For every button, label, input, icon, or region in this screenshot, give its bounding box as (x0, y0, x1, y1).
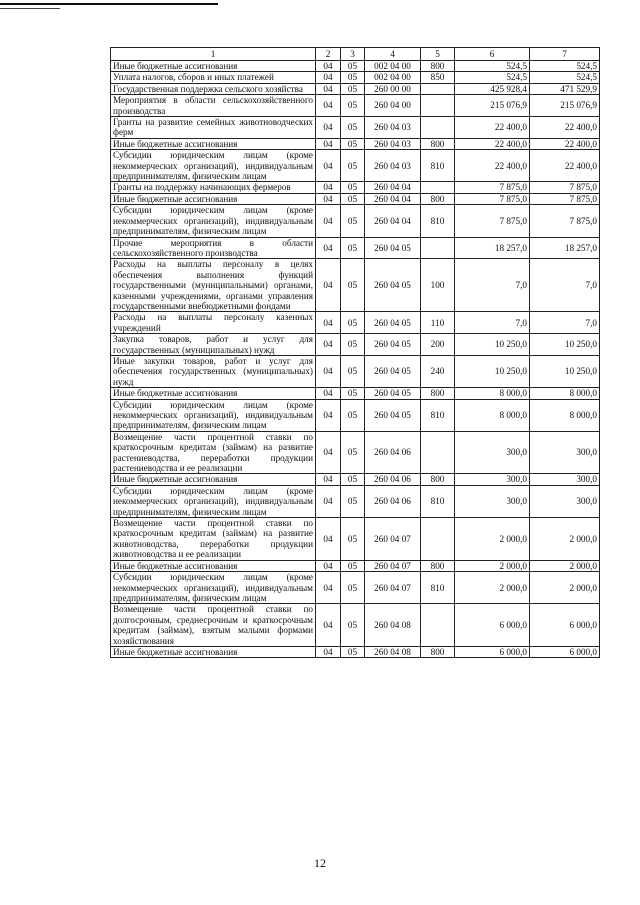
table-row (111, 61, 600, 72)
cell-amount-1: 7,0 (455, 259, 530, 312)
cell-section: 04 (316, 646, 341, 657)
cell-amount-1: 8 000,0 (455, 399, 530, 431)
cell-target-article: 260 04 03 (365, 150, 421, 182)
cell-amount-2: 7 875,0 (530, 193, 600, 204)
cell-name: Расходы на выплаты персоналу казенных учреждений (111, 312, 316, 334)
table-row (111, 312, 600, 334)
cell-amount-2: 2 000,0 (530, 560, 600, 571)
table-row (111, 604, 600, 647)
cell-amount-1: 10 250,0 (455, 355, 530, 387)
cell-section: 04 (316, 72, 341, 83)
cell-target-article: 260 04 05 (365, 259, 421, 312)
cell-target-article: 260 04 04 (365, 205, 421, 237)
cell-section: 04 (316, 193, 341, 204)
cell-expense-type (421, 237, 455, 259)
cell-amount-1: 300,0 (455, 431, 530, 474)
cell-amount-2: 7 875,0 (530, 205, 600, 237)
cell-expense-type (421, 95, 455, 117)
cell-name: Иные бюджетные ассигнования (111, 193, 316, 204)
cell-target-article: 260 04 05 (365, 312, 421, 334)
cell-name: Субсидии юридическим лицам (кроме некоммерческих организаций), индивидуальным предпринимателям, физическим лицам (111, 485, 316, 517)
table-row (111, 95, 600, 117)
cell-target-article: 260 04 03 (365, 138, 421, 149)
cell-expense-type: 800 (421, 560, 455, 571)
cell-amount-1: 2 000,0 (455, 560, 530, 571)
cell-name: Иные бюджетные ассигнования (111, 138, 316, 149)
cell-section: 04 (316, 138, 341, 149)
cell-target-article: 260 04 05 (365, 388, 421, 399)
table-row (111, 572, 600, 604)
cell-target-article: 260 04 05 (365, 355, 421, 387)
cell-subsection: 05 (341, 237, 365, 259)
cell-expense-type (421, 83, 455, 94)
cell-amount-1: 2 000,0 (455, 518, 530, 561)
cell-expense-type (421, 604, 455, 647)
cell-name: Иные бюджетные ассигнования (111, 646, 316, 657)
cell-subsection: 05 (341, 399, 365, 431)
cell-name: Иные бюджетные ассигнования (111, 388, 316, 399)
cell-target-article: 260 04 04 (365, 182, 421, 193)
cell-amount-2: 300,0 (530, 431, 600, 474)
table-row (111, 259, 600, 312)
cell-target-article: 260 04 03 (365, 117, 421, 139)
budget-table (110, 47, 600, 658)
cell-name: Государственная поддержка сельского хозяйства (111, 83, 316, 94)
table-row (111, 485, 600, 517)
cell-amount-2: 8 000,0 (530, 399, 600, 431)
cell-target-article: 002 04 00 (365, 61, 421, 72)
table-row (111, 237, 600, 259)
cell-amount-1: 7 875,0 (455, 182, 530, 193)
cell-name: Расходы на выплаты персоналу в целях обеспечения выполнения функций государственными (муниципальными) органами, казенными учреждениями, органами управления государственными внебюджетными фондами (111, 259, 316, 312)
cell-name: Иные бюджетные ассигнования (111, 560, 316, 571)
cell-section: 04 (316, 334, 341, 356)
cell-expense-type (421, 518, 455, 561)
table-body (111, 61, 600, 658)
header-row (111, 48, 600, 61)
cell-amount-2: 22 400,0 (530, 117, 600, 139)
cell-subsection: 05 (341, 334, 365, 356)
cell-section: 04 (316, 95, 341, 117)
table-row (111, 334, 600, 356)
cell-subsection: 05 (341, 518, 365, 561)
cell-expense-type: 800 (421, 646, 455, 657)
header-rule (0, 3, 218, 5)
cell-target-article: 002 04 00 (365, 72, 421, 83)
cell-section: 04 (316, 117, 341, 139)
cell-amount-1: 6 000,0 (455, 646, 530, 657)
cell-target-article: 260 04 08 (365, 604, 421, 647)
cell-amount-1: 300,0 (455, 485, 530, 517)
cell-name: Мероприятия в области сельскохозяйственного производства (111, 95, 316, 117)
col-header-1: 1 (111, 48, 316, 61)
cell-target-article: 260 04 06 (365, 474, 421, 485)
cell-expense-type: 800 (421, 193, 455, 204)
cell-expense-type (421, 431, 455, 474)
table-row (111, 138, 600, 149)
cell-amount-1: 7,0 (455, 312, 530, 334)
cell-name: Субсидии юридическим лицам (кроме некоммерческих организаций), индивидуальным предпринимателям, физическим лицам (111, 150, 316, 182)
table-row (111, 431, 600, 474)
table-row (111, 117, 600, 139)
table-row (111, 646, 600, 657)
cell-section: 04 (316, 431, 341, 474)
cell-target-article: 260 04 07 (365, 560, 421, 571)
cell-amount-2: 10 250,0 (530, 355, 600, 387)
cell-name: Субсидии юридическим лицам (кроме некоммерческих организаций), индивидуальным предпринимателям, физическим лицам (111, 399, 316, 431)
cell-amount-2: 6 000,0 (530, 604, 600, 647)
cell-subsection: 05 (341, 474, 365, 485)
cell-name: Гранты на поддержку начинающих фермеров (111, 182, 316, 193)
cell-expense-type: 800 (421, 138, 455, 149)
table-row (111, 388, 600, 399)
cell-expense-type: 800 (421, 61, 455, 72)
cell-amount-2: 524,5 (530, 72, 600, 83)
cell-amount-2: 300,0 (530, 485, 600, 517)
cell-expense-type: 200 (421, 334, 455, 356)
cell-amount-1: 215 076,9 (455, 95, 530, 117)
cell-subsection: 05 (341, 355, 365, 387)
cell-subsection: 05 (341, 388, 365, 399)
cell-amount-1: 22 400,0 (455, 138, 530, 149)
cell-amount-2: 22 400,0 (530, 150, 600, 182)
cell-expense-type: 810 (421, 399, 455, 431)
cell-name: Уплата налогов, сборов и иных платежей (111, 72, 316, 83)
cell-expense-type (421, 182, 455, 193)
cell-target-article: 260 00 00 (365, 83, 421, 94)
cell-subsection: 05 (341, 604, 365, 647)
cell-subsection: 05 (341, 572, 365, 604)
cell-amount-2: 2 000,0 (530, 518, 600, 561)
cell-expense-type (421, 117, 455, 139)
cell-name: Возмещение части процентной ставки по краткосрочным кредитам (займам) на развитие растениеводства, переработки продукции растениеводства и ее реализации (111, 431, 316, 474)
cell-name: Иные бюджетные ассигнования (111, 474, 316, 485)
cell-subsection: 05 (341, 431, 365, 474)
cell-name: Закупка товаров, работ и услуг для государственных (муниципальных) нужд (111, 334, 316, 356)
cell-amount-1: 7 875,0 (455, 193, 530, 204)
col-header-2: 2 (316, 48, 341, 61)
cell-subsection: 05 (341, 312, 365, 334)
cell-amount-1: 8 000,0 (455, 388, 530, 399)
cell-amount-2: 10 250,0 (530, 334, 600, 356)
cell-subsection: 05 (341, 182, 365, 193)
cell-name: Иные закупки товаров, работ и услуг для обеспечения государственных (муниципальных) нужд (111, 355, 316, 387)
table-row (111, 474, 600, 485)
cell-amount-2: 22 400,0 (530, 138, 600, 149)
cell-amount-2: 2 000,0 (530, 572, 600, 604)
cell-name: Прочие мероприятия в области сельскохозяйственного производства (111, 237, 316, 259)
table-row (111, 150, 600, 182)
table-row (111, 560, 600, 571)
cell-expense-type: 810 (421, 572, 455, 604)
cell-section: 04 (316, 205, 341, 237)
table-row (111, 72, 600, 83)
cell-amount-1: 22 400,0 (455, 150, 530, 182)
col-header-4: 4 (365, 48, 421, 61)
cell-expense-type: 850 (421, 72, 455, 83)
cell-section: 04 (316, 259, 341, 312)
cell-expense-type: 110 (421, 312, 455, 334)
cell-target-article: 260 04 05 (365, 237, 421, 259)
cell-expense-type: 800 (421, 474, 455, 485)
cell-target-article: 260 04 00 (365, 95, 421, 117)
cell-section: 04 (316, 572, 341, 604)
page-number: 12 (314, 856, 326, 870)
cell-section: 04 (316, 355, 341, 387)
cell-subsection: 05 (341, 150, 365, 182)
col-header-7: 7 (530, 48, 600, 61)
cell-section: 04 (316, 474, 341, 485)
cell-amount-2: 18 257,0 (530, 237, 600, 259)
cell-amount-1: 7 875,0 (455, 205, 530, 237)
cell-section: 04 (316, 83, 341, 94)
cell-section: 04 (316, 388, 341, 399)
cell-amount-1: 425 928,4 (455, 83, 530, 94)
cell-target-article: 260 04 05 (365, 399, 421, 431)
table-row (111, 205, 600, 237)
table-row (111, 83, 600, 94)
cell-expense-type: 100 (421, 259, 455, 312)
cell-amount-2: 8 000,0 (530, 388, 600, 399)
cell-section: 04 (316, 237, 341, 259)
cell-expense-type: 810 (421, 150, 455, 182)
col-header-3: 3 (341, 48, 365, 61)
cell-target-article: 260 04 05 (365, 334, 421, 356)
cell-subsection: 05 (341, 138, 365, 149)
cell-section: 04 (316, 485, 341, 517)
cell-section: 04 (316, 604, 341, 647)
cell-expense-type: 800 (421, 388, 455, 399)
cell-section: 04 (316, 399, 341, 431)
cell-amount-1: 524,5 (455, 61, 530, 72)
cell-name: Возмещение части процентной ставки по краткосрочным кредитам (займам) на развитие животноводства, переработки продукции животноводства и ее реализации (111, 518, 316, 561)
cell-amount-1: 2 000,0 (455, 572, 530, 604)
cell-subsection: 05 (341, 193, 365, 204)
cell-subsection: 05 (341, 205, 365, 237)
cell-subsection: 05 (341, 646, 365, 657)
cell-amount-1: 22 400,0 (455, 117, 530, 139)
table-row (111, 355, 600, 387)
cell-expense-type: 810 (421, 205, 455, 237)
table-row (111, 518, 600, 561)
cell-amount-2: 300,0 (530, 474, 600, 485)
cell-amount-1: 10 250,0 (455, 334, 530, 356)
cell-amount-1: 300,0 (455, 474, 530, 485)
cell-amount-1: 6 000,0 (455, 604, 530, 647)
cell-subsection: 05 (341, 61, 365, 72)
cell-amount-2: 524,5 (530, 61, 600, 72)
table-row (111, 182, 600, 193)
cell-target-article: 260 04 06 (365, 431, 421, 474)
cell-target-article: 260 04 08 (365, 646, 421, 657)
cell-section: 04 (316, 312, 341, 334)
cell-subsection: 05 (341, 259, 365, 312)
col-header-5: 5 (421, 48, 455, 61)
table-row (111, 193, 600, 204)
cell-subsection: 05 (341, 485, 365, 517)
cell-section: 04 (316, 150, 341, 182)
cell-amount-2: 6 000,0 (530, 646, 600, 657)
cell-target-article: 260 04 06 (365, 485, 421, 517)
cell-amount-2: 215 076,9 (530, 95, 600, 117)
cell-amount-2: 471 529,9 (530, 83, 600, 94)
cell-subsection: 05 (341, 95, 365, 117)
header-rule-thin (0, 8, 60, 9)
cell-amount-2: 7,0 (530, 259, 600, 312)
cell-section: 04 (316, 518, 341, 561)
cell-name: Иные бюджетные ассигнования (111, 61, 316, 72)
cell-subsection: 05 (341, 560, 365, 571)
cell-amount-1: 18 257,0 (455, 237, 530, 259)
cell-section: 04 (316, 182, 341, 193)
cell-name: Субсидии юридическим лицам (кроме некоммерческих организаций), индивидуальным предпринимателям, физическим лицам (111, 572, 316, 604)
col-header-6: 6 (455, 48, 530, 61)
cell-section: 04 (316, 61, 341, 72)
cell-target-article: 260 04 07 (365, 518, 421, 561)
cell-target-article: 260 04 04 (365, 193, 421, 204)
cell-subsection: 05 (341, 72, 365, 83)
cell-amount-1: 524,5 (455, 72, 530, 83)
cell-expense-type: 240 (421, 355, 455, 387)
cell-subsection: 05 (341, 117, 365, 139)
cell-name: Возмещение части процентной ставки по долгосрочным, среднесрочным и краткосрочным кредитам (займам), взятым малыми формами хозяйствования (111, 604, 316, 647)
cell-target-article: 260 04 07 (365, 572, 421, 604)
table-row (111, 399, 600, 431)
cell-section: 04 (316, 560, 341, 571)
cell-amount-2: 7 875,0 (530, 182, 600, 193)
cell-name: Субсидии юридическим лицам (кроме некоммерческих организаций), индивидуальным предпринимателям, физическим лицам (111, 205, 316, 237)
cell-subsection: 05 (341, 83, 365, 94)
cell-expense-type: 810 (421, 485, 455, 517)
cell-amount-2: 7,0 (530, 312, 600, 334)
cell-name: Гранты на развитие семейных животноводческих ферм (111, 117, 316, 139)
